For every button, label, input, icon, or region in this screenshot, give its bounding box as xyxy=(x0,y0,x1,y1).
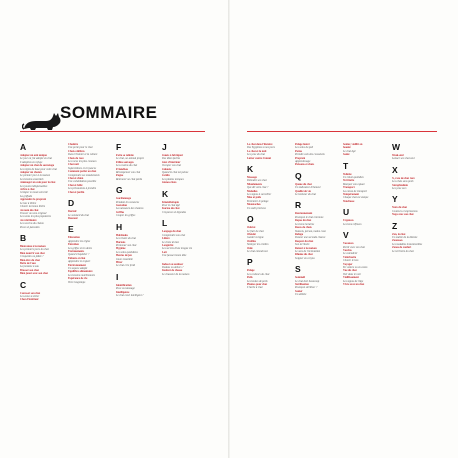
index-entry-heading: Karma du chat xyxy=(162,207,180,211)
index-entry-subtitle: Le chat est-il intelligent ? xyxy=(116,293,144,297)
index-entry-heading: Transport xyxy=(343,186,355,190)
index-entry-heading: Yeux du chat xyxy=(392,206,407,210)
index-entry-heading: Bien jouer avec son chat xyxy=(20,272,48,276)
index-entry-subtitle: Marquer son espace xyxy=(343,182,365,186)
index-entry-heading: Arbre à chat xyxy=(20,188,35,192)
index-entry-heading: Boire de l'eau xyxy=(20,261,36,265)
index-entry-heading: Chat et jardin xyxy=(68,190,85,194)
index-letter: K xyxy=(247,164,254,175)
index-entry-subtitle: Promener son chat xyxy=(116,243,137,247)
index-entry-heading: Vivre avec un chat xyxy=(343,282,365,286)
index-entry-subtitle: Les chats sans poils xyxy=(392,180,414,184)
index-letter-block xyxy=(392,166,436,191)
index-entry-subtitle: Les couleurs du chat xyxy=(247,272,270,276)
index-entry-subtitle: Le chat entend tout xyxy=(247,249,268,253)
index-letter-block xyxy=(247,215,291,253)
index-entry-subtitle: Couper les griffes xyxy=(116,214,136,218)
index-letter: I xyxy=(116,271,119,282)
index-entry-heading: Gardiennage xyxy=(116,197,131,201)
index-entry-subtitle: Choisir le bon xyxy=(343,259,359,263)
index-letter-block xyxy=(343,231,387,286)
index-entry-subtitle: Les boules de poils xyxy=(247,279,268,283)
index-entry-subtitle: Un athlète xyxy=(295,293,307,297)
index-entry-heading: Moustaches xyxy=(247,203,261,207)
index-entry-heading: Caresser son chat xyxy=(20,291,41,295)
index-entry-subtitle: Entretenir le pelage xyxy=(247,199,269,203)
page-title: SOMMAIRE xyxy=(60,103,158,122)
index-letter: W xyxy=(392,142,401,152)
index-entry-subtitle: Occuper son chat xyxy=(162,164,181,168)
index-letter: R xyxy=(295,200,302,211)
index-entry-subtitle: La griffade xyxy=(20,194,33,198)
index-entry-subtitle: Les soins du poil xyxy=(295,146,314,150)
index-entry-heading: Chat d'intérieur xyxy=(20,298,39,302)
index-entry-heading: Hiver xyxy=(116,260,123,264)
index-entry-heading: Griffes xyxy=(116,210,125,214)
index-entry-heading: Le chat dans l'histoire xyxy=(247,143,273,146)
index-entry-subtitle: Pourquoi le chat ronronne xyxy=(295,215,324,219)
index-entry-subtitle: Trouver un nom original xyxy=(20,211,47,215)
index-column xyxy=(68,143,112,289)
index-entry-subtitle: Retrouver un chat perdu xyxy=(116,177,143,181)
index-entry-subtitle: Les vaccins du chaton xyxy=(20,222,44,226)
index-entry-subtitle: Jouer ensemble xyxy=(116,257,133,261)
index-entry-heading: Bien nourrir son chat xyxy=(20,251,45,255)
index-entry-heading: Éducation xyxy=(68,236,80,240)
index-entry-subtitle: Un outil précieux xyxy=(247,206,266,210)
index-letter-block xyxy=(116,273,160,298)
index-entry-heading: Respect du chat xyxy=(295,239,314,243)
index-letter: B xyxy=(20,232,27,243)
index-entry-subtitle: Les maladies transmissibles xyxy=(392,242,423,246)
index-letter-block xyxy=(68,225,112,284)
index-entry-heading: Retour à la maison xyxy=(295,246,317,250)
index-entry-heading: Miaulements xyxy=(247,182,262,186)
index-entry-heading: X, race de chat rare xyxy=(392,176,415,180)
index-entry-subtitle: L'herbe à chat xyxy=(247,286,263,290)
index-entry-heading: Douceur xyxy=(68,216,78,220)
index-letter-block xyxy=(343,143,387,157)
index-letter-block xyxy=(20,143,64,229)
index-entry-heading: Vieillissement xyxy=(343,276,359,280)
index-entry-heading: Le chat et la nuit xyxy=(247,149,267,153)
index-entry-subtitle: Le choix du bac xyxy=(162,240,180,244)
index-entry-subtitle: Le territoire du chat xyxy=(392,249,414,253)
index-entry-subtitle: Pour le chat âgé xyxy=(162,204,180,208)
index-letter: O xyxy=(247,214,254,225)
index-entry-subtitle: Soigner un coryza xyxy=(295,256,315,260)
index-entry-heading: Équilibre alimentaire xyxy=(68,270,93,274)
index-entry-heading: Longévité xyxy=(162,243,174,247)
index-letter: P xyxy=(247,257,253,268)
index-entry-heading: Éternuements xyxy=(68,249,85,253)
index-entry-subtitle: Les soins quotidiens xyxy=(116,250,138,254)
index-entry-subtitle: Le chat et le froid xyxy=(116,264,136,268)
index-entry-subtitle: La caisse de transport xyxy=(343,189,367,193)
index-entry-subtitle: Un espace adapté xyxy=(68,266,88,270)
index-entry-subtitle: Apprendre les règles xyxy=(68,239,91,243)
index-entry-heading: Pelage xyxy=(247,269,255,273)
index-letter: X xyxy=(392,164,398,175)
index-entry-subtitle: Pendant les vacances xyxy=(116,200,140,204)
index-entry-heading: Sommeil xyxy=(295,276,306,280)
index-letter: T xyxy=(343,160,349,171)
index-letter-block xyxy=(68,199,112,220)
index-entry-subtitle: Les règles de base pour votre chat xyxy=(20,167,57,171)
index-entry-heading: Chat noir xyxy=(68,163,80,167)
index-entry-subtitle: Un maître de la détente xyxy=(392,236,418,240)
index-entry-heading: Indoor ou outdoor xyxy=(162,262,184,266)
index-entry-subtitle: Le bonheur du chat xyxy=(295,193,316,197)
index-entry-subtitle: Détendre son chat xyxy=(247,179,267,183)
index-letter-block xyxy=(162,263,206,277)
index-entry-subtitle: Une fausse bonne idée xyxy=(162,254,187,258)
index-entry-heading: Mue et poils xyxy=(247,196,262,200)
index-letter: J xyxy=(162,142,167,152)
index-entry-heading: Races de chats xyxy=(295,226,312,230)
index-entry-heading: Qualité de vie xyxy=(295,189,311,193)
index-entry-heading: Adoptez un ami unique xyxy=(20,154,47,157)
index-entry-heading: Lait xyxy=(162,250,167,254)
index-entry-subtitle: Les plantes toxiques xyxy=(162,177,184,181)
index-entry-heading: Lutter contre l'ennui xyxy=(247,156,271,160)
index-entry-heading: Enfants et chat xyxy=(68,256,86,260)
index-entry-subtitle: Les yeux du chat xyxy=(247,153,265,157)
index-entry-subtitle: Vivre longtemps xyxy=(68,280,86,284)
index-entry-subtitle: Des idées faciles xyxy=(162,157,181,161)
index-entry-heading: Félins sauvages xyxy=(116,160,134,164)
index-entry-subtitle: Le flair du chat xyxy=(247,229,264,233)
index-letter-block xyxy=(295,172,339,197)
index-entry-heading: Week-end xyxy=(392,154,404,157)
index-entry-heading: Zones de confort xyxy=(392,246,412,250)
index-entry-subtitle: Les griffes et les dents xyxy=(68,246,92,250)
index-entry-subtitle: Puces et parasites xyxy=(20,225,40,229)
index-entry-subtitle: Récompenser son chat xyxy=(116,171,141,175)
index-letter-block xyxy=(68,143,112,194)
index-entry-subtitle: Le sommeil du chat xyxy=(68,213,89,217)
index-entry-heading: Toilette xyxy=(343,172,352,176)
index-entry-subtitle: Siamois, persan, maine coon xyxy=(295,229,326,233)
index-entry-heading: Harnais xyxy=(116,240,126,244)
index-entry-heading: Chat et chien xyxy=(68,177,84,181)
index-column xyxy=(392,143,436,258)
index-letter: S xyxy=(295,264,301,275)
index-entry-heading: Repas du chat xyxy=(295,219,312,223)
index-entry-subtitle: Les zones à éviter xyxy=(20,295,40,298)
index-entry-subtitle: Apprendre le respect xyxy=(68,260,91,264)
index-entry-heading: Vue du chat xyxy=(343,269,357,273)
index-entry-subtitle: Les besoins nutritionnels xyxy=(68,273,95,277)
index-entry-subtitle: Les précautions à prendre xyxy=(68,187,97,191)
index-entry-heading: Bienvenue à la maison xyxy=(20,244,46,248)
index-entry-subtitle: Voir dans le noir xyxy=(343,272,361,276)
index-letter-block xyxy=(20,234,64,276)
index-entry-heading: Gestation xyxy=(116,204,128,208)
index-entry-heading: Yoga avec son chat xyxy=(392,213,414,217)
index-letter-block xyxy=(116,186,160,217)
index-letter-block xyxy=(162,143,206,185)
index-entry-heading: Espérance de vie xyxy=(68,277,88,281)
index-letter-block xyxy=(295,201,339,260)
index-entry-heading: Au vétérinaire xyxy=(20,218,37,222)
index-entry-subtitle: Le chat âgé xyxy=(343,149,356,153)
index-entry-heading: Tendresse xyxy=(343,199,355,203)
index-column xyxy=(295,143,339,302)
lying-cat-silhouette-icon xyxy=(22,112,62,132)
index-entry-subtitle: Les jouets indispensables xyxy=(20,184,48,188)
index-entry-subtitle: Les besoins essentiels xyxy=(20,177,44,181)
index-entry-heading: Vétérinaire xyxy=(343,255,357,259)
index-letter: G xyxy=(116,185,123,196)
index-entry-subtitle: Donner une seconde chance xyxy=(295,236,326,240)
index-entry-heading: Brosser son chat xyxy=(20,268,39,272)
index-entry-heading: Rhume du chat xyxy=(295,253,313,257)
index-entry-subtitle: Les bons horaires xyxy=(295,222,315,226)
index-entry-heading: Au nom du chat xyxy=(20,208,39,212)
index-entry-heading: Habitudes xyxy=(116,233,128,237)
index-entry-subtitle: Le calendrier xyxy=(343,252,358,256)
index-entry-heading: Adoptez un chat de sauvetage xyxy=(20,164,55,168)
index-entry-heading: Poissons et chats xyxy=(295,163,315,167)
index-letter: D xyxy=(68,198,75,209)
index-entry-subtitle: Croquettes ou pâtée ? xyxy=(20,255,44,259)
index-letter: L xyxy=(162,218,168,229)
index-entry-subtitle: Quand s'inquiéter ? xyxy=(68,253,90,257)
index-entry-subtitle: Le chasseur de la maison xyxy=(162,272,190,276)
index-entry-subtitle: Des Égyptiens à nos jours xyxy=(247,146,276,150)
right-page-rule xyxy=(247,131,437,132)
index-entry-heading: Fugue xyxy=(116,174,124,178)
index-entry-heading: Jouets à fabriquer xyxy=(162,154,184,157)
index-entry-heading: Tempérament xyxy=(343,193,360,197)
index-entry-subtitle: Les bons réflexes xyxy=(343,222,362,226)
index-entry-heading: Comment parler au chat xyxy=(68,170,97,174)
index-letter-block xyxy=(343,162,387,204)
index-entry-subtitle: Croyances et légendes xyxy=(162,210,187,214)
index-entry-heading: Heures de jeu xyxy=(116,254,132,258)
index-entry-heading: Poils xyxy=(247,276,253,280)
index-entry-heading: Zen, le chat xyxy=(392,232,406,236)
index-letter: V xyxy=(343,230,349,241)
index-entry-heading: Jeux d'intérieur xyxy=(162,160,181,164)
index-entry-subtitle: Partir avec son chat xyxy=(343,245,365,249)
index-entry-heading: Pelage lustré xyxy=(295,143,310,146)
index-entry-heading: Pattes xyxy=(295,149,303,153)
index-entry-heading: Territoire xyxy=(343,179,355,183)
index-letter: Y xyxy=(392,194,398,205)
index-entry-heading: Vaccins xyxy=(343,248,352,252)
index-letter-block xyxy=(295,143,339,167)
index-entry-subtitle: Le chat dort beaucoup xyxy=(295,279,320,283)
index-entry-subtitle: Les noms les plus populaires xyxy=(20,215,51,219)
index-entry-heading: Apprendre la propreté xyxy=(20,198,46,202)
index-entry-subtitle: La naissance des chatons xyxy=(116,207,144,211)
index-entry-heading: Santé xyxy=(343,153,350,157)
index-entry-heading: Ouïe xyxy=(247,246,253,250)
index-entry-subtitle: Les signes à surveiller xyxy=(247,193,272,197)
index-entry-subtitle: Comprendre ses miaulements xyxy=(68,173,100,177)
index-letter-block xyxy=(247,165,291,210)
index-entry-heading: Sauter xyxy=(295,289,303,293)
index-column xyxy=(20,143,64,307)
index-entry-heading: Odorat xyxy=(247,226,256,230)
index-letter-block xyxy=(295,265,339,296)
index-entry-heading: Voyager xyxy=(343,262,353,266)
index-entry-subtitle: Superstitions et croyances xyxy=(68,166,97,170)
index-letter-block xyxy=(116,143,160,181)
index-column xyxy=(116,143,160,302)
index-entry-subtitle: Le premier jour à la maison xyxy=(20,174,51,178)
index-entry-heading: Stérilisation xyxy=(295,282,309,286)
index-letter-block xyxy=(343,208,387,226)
index-letter-block xyxy=(392,195,436,216)
index-entry-heading: Queue du chat xyxy=(295,182,312,186)
index-entry-heading: Ronronnement xyxy=(295,212,313,216)
index-entry-subtitle: Un rituel quotidien xyxy=(343,176,364,180)
index-letter: H xyxy=(116,221,123,232)
index-entry-heading: Kinésithérapie xyxy=(162,200,179,204)
index-entry-heading: Propreté xyxy=(295,156,306,160)
index-letter-block xyxy=(247,143,291,160)
index-letter: K xyxy=(162,188,169,199)
index-entry-heading: Chats de race xyxy=(68,156,84,160)
index-entry-subtitle: La fontaine à eau xyxy=(20,265,39,269)
index-entry-subtitle: Un indicateur d'humeur xyxy=(295,186,321,190)
index-entry-heading: Zoonoses xyxy=(392,239,403,243)
index-letter-block xyxy=(392,222,436,253)
index-entry-subtitle: Les rituels du chat xyxy=(116,237,136,241)
index-entry-subtitle: En voiture ou en avion xyxy=(343,265,368,269)
index-letter: Z xyxy=(392,220,398,231)
index-entry-subtitle: Garder la ligne xyxy=(247,236,264,240)
index-entry-subtitle: Prendre soin des coussinets xyxy=(295,153,325,157)
index-entry-heading: Massage xyxy=(247,176,257,180)
index-entry-heading: Chats célèbres xyxy=(68,149,85,153)
index-entry-subtitle: Le jour où j'ai adopté un chat xyxy=(20,157,52,161)
index-entry-subtitle: Dans l'histoire et la culture xyxy=(68,153,98,157)
index-entry-heading: Jeunes chats xyxy=(162,181,177,185)
index-entry-heading: Friandises xyxy=(116,167,128,171)
index-column xyxy=(247,143,291,295)
index-letter: A xyxy=(20,142,27,152)
index-entry-subtitle: Son territoire xyxy=(295,243,310,247)
index-letter-block xyxy=(20,281,64,302)
index-entry-heading: Plantes pour chat xyxy=(247,282,268,286)
index-entry-subtitle: Les secrets d'une longue vie xyxy=(162,247,193,251)
index-entry-heading: Xérophtalmie xyxy=(392,183,408,187)
index-entry-heading: Faire sa toilette xyxy=(116,154,134,157)
index-letter: F xyxy=(116,142,122,152)
index-entry-subtitle: Couleurs et expressions xyxy=(392,209,418,213)
index-entry-heading: Adopter un chaton xyxy=(20,171,42,175)
index-entry-heading: Bien-être du chat xyxy=(20,258,40,262)
index-entry-heading: Obésité xyxy=(247,232,256,236)
index-entry-heading: Entretien xyxy=(68,243,79,247)
index-entry-subtitle: Le sens de l'orientation xyxy=(295,249,321,253)
index-entry-heading: Intelligence xyxy=(116,290,130,294)
index-entry-subtitle: Les signes de l'âge xyxy=(343,279,364,283)
index-entry-heading: Vacances xyxy=(343,242,354,246)
index-entry-subtitle: Une porte pour le chat xyxy=(68,146,93,150)
index-entry-subtitle: Grimper en toute sécurité xyxy=(20,191,48,195)
index-entry-subtitle: Les races les plus connues xyxy=(68,160,97,164)
index-entry-subtitle: Apprentissage xyxy=(295,160,311,164)
index-entry-subtitle: Les premiers jours du chat xyxy=(20,248,49,252)
index-entry-heading: Aménager un coin pour le chat xyxy=(20,181,56,185)
index-entry-subtitle: Laisser son chat seul xyxy=(392,157,415,161)
index-letter-block xyxy=(116,223,160,268)
index-entry-heading: Oreilles xyxy=(247,239,256,243)
index-entry-subtitle: Dedans ou dehors ? xyxy=(162,265,184,269)
index-letter-block xyxy=(162,190,206,215)
index-letter: U xyxy=(343,207,350,218)
index-entry-heading: Urgences xyxy=(343,219,354,223)
index-column xyxy=(162,143,206,281)
index-entry-heading: Environnement xyxy=(68,263,86,267)
index-entry-subtitle: Puce ou tatouage xyxy=(116,287,135,291)
index-entry-heading: Maladies xyxy=(247,189,258,193)
index-entry-heading: Litière xyxy=(162,237,170,241)
index-entry-subtitle: L'adoption en refuge xyxy=(20,160,43,164)
index-entry-heading: Jalousie xyxy=(162,167,172,171)
index-entry-subtitle: Quand le chat est jaloux xyxy=(162,171,189,175)
book-gutter xyxy=(228,0,230,458)
index-entry-subtitle: Les yeux secs xyxy=(392,187,407,191)
index-entry-subtitle: Choisir la bonne litière xyxy=(20,205,46,209)
index-letter-block xyxy=(392,143,436,161)
index-letter: Q xyxy=(295,170,302,181)
index-entry-subtitle: Le bac à litière xyxy=(20,201,37,205)
index-entry-heading: Langage du chat xyxy=(162,230,182,234)
index-entry-heading: Chatière xyxy=(68,143,78,146)
index-entry-subtitle: Pourquoi stériliser ? xyxy=(295,286,318,290)
index-entry-heading: Identification xyxy=(116,283,132,287)
index-entry-heading: Jardin xyxy=(162,174,170,178)
index-entry-subtitle: Comprendre son chat xyxy=(162,233,186,237)
index-entry-heading: Chat et bébé xyxy=(68,183,83,187)
index-entry-subtitle: Une cohabitation possible xyxy=(68,180,97,184)
index-entry-heading: Hygiène xyxy=(116,247,126,251)
index-entry-subtitle: Les cousins du chat xyxy=(116,164,138,168)
index-entry-subtitle: Le chat, un animal propre xyxy=(116,157,144,161)
index-entry-heading: beauté xyxy=(343,146,351,150)
index-entry-heading: Dormir xyxy=(68,210,77,214)
index-entry-subtitle: Que dit votre chat ? xyxy=(247,186,269,190)
index-entry-subtitle: Nettoyer les oreilles xyxy=(247,243,269,247)
index-entry-subtitle: Chaque chat est unique xyxy=(343,196,369,200)
index-letter: C xyxy=(20,279,27,290)
index-entry-heading: Refuge xyxy=(295,232,304,236)
index-entry-heading: Instinct de chasse xyxy=(162,269,183,273)
index-letter-block xyxy=(162,219,206,257)
index-entry-heading: Senior, vieillir en xyxy=(343,143,363,146)
index-column xyxy=(343,143,387,291)
index-letter-block xyxy=(247,258,291,289)
index-letter: E xyxy=(68,224,74,235)
